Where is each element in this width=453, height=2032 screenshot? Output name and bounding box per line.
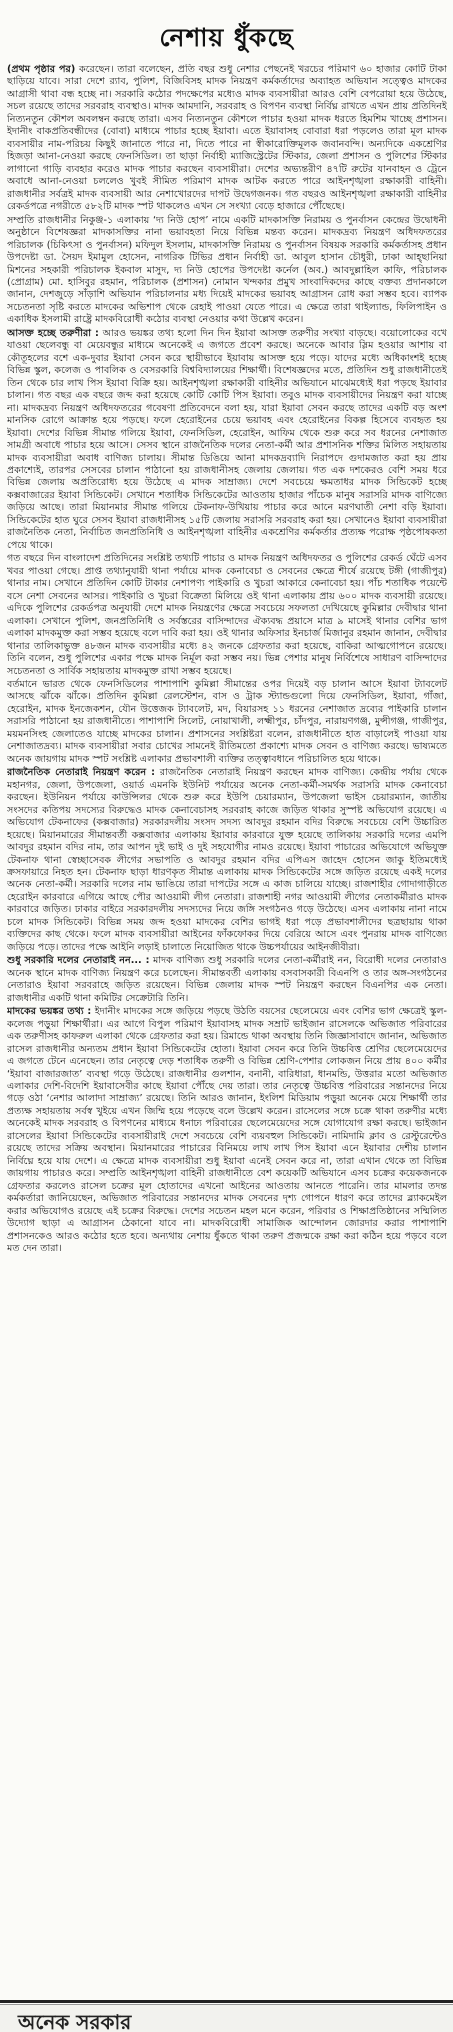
- article-body: [7, 64, 447, 1984]
- paragraph-8: [7, 1006, 447, 1255]
- paragraph-2: সম্প্রতি রাজধানীর নিকুঞ্জ-১ এলাকায় ‘দ্য নিউ হোপ’ নামে একটি মাদকাসক্তি নিরাময় ও পুনর্বাসন কেন্দ্রের উদ্বোধনী অনুষ্ঠানে বিশেষজ্ঞরা মাদকাসক্তির নানা ভয়াবহতা নিয়ে বিভিন্ন মন্তব্য করেন। মাদকদ্রব্য নিয়ন্ত্রণ অধিদফতরের পরিচালক (চিকিৎসা ও পুনর্বাসন) মফিদুল ইসলাম, মাদকাসক্তি নিরাময় ও পুনর্বাসন বিষয়ক সরকারি কর্মকর্তাসহ প্রধান উপদেষ্টা ডা. সৈয়দ ইমামুল হোসেন, নাগরিক টিভির প্রধান নির্বাহী ডা. আবুল হাসান চৌধুরী, ঢাকা আহ্ছানিয়া মিশনের সহকারী পরিচালক ইকবাল মাসুদ, দ্য নিউ হোপের উপদেষ্টা কর্নেল (অব.) আবদুল্লাহিল কাফি, পরিচালক (প্রোগ্রাম) মো. হাসিবুর রহমান, পরিচালক (প্রশাসন) নোমান খন্দকার প্রমুখ সাংবাদিকদের কাছে বক্তব্য প্রদানকালে জানান, দেশজুড়ে সাঁড়াশি অভিযান পরিচালনার মধ্য দিয়েই মাদকের ভয়াবহ আগ্রাসন রোধ করা সম্ভব হবে। ব্যাপক সচেতনতা সৃষ্টি করতে মাদকের অভিশাপ থেকে রেহাই পাওয়া যেতে পারে। এ ক্ষেত্রে তারা থাইল্যান্ড, ফিলিপাইন ও একাধিক ইসলামী রাষ্ট্রে মাদকবিরোধী কঠোর ব্যবস্থা নেওয়ার কথা উল্লেখ করেন।: [7, 214, 447, 326]
- paragraph-8-text: ইদানীং মাদকের সঙ্গে জড়িয়ে পড়ছে উঠতি বয়সের ছেলেমেয়ে এবং বেশির ভাগ ক্ষেত্রেই স্কুল-কলেজ পড়ুয়া শিক্ষার্থীরা। এর আগে বিপুল পরিমাণ ইয়াবাসহ মাদক সম্রাট ভাইজান রাসেলকে অভিজাত পরিবারের এক তরুণীসহ কাফরুল এলাকা থেকে গ্রেফতার করা হয়। রিমান্ডে থাকা অবস্থায় তিনি জিজ্ঞাসাবাদে জানান, অভিজাত রাসেল রাজধানীর অন্যতম প্রধান ইয়াবা সিন্ডিকেটের হোতা। ইয়াবা সেবন করে তিনি উচ্চবিত্ত শ্রেণির ছেলেমেয়েদের এ জগতে টেনে এনেছেন। তার নেতৃত্বে দেড় শতাধিক তরুণী ও বিভিন্ন শ্রেণি-পেশার লোকজন নিয়ে প্রায় ৪০০ কর্মীর ‘ইয়াবা বাজারজাত’ ব্যবস্থা গড়ে উঠেছে। রাজধানীর গুলশান, বনানী, বারিধারা, ধানমন্ডি, উত্তরার মতো অভিজাত এলাকার দেশি-বিদেশি ইয়াবাসেবীর কাছে ইয়াবা পৌঁছে দেয় তারা। তার নেতৃত্বে উচ্চবিত্ত পরিবারের সন্তানদের নিয়ে গড়ে ওঠা ‘নেশার আলাদা সাম্রাজ্য’ রয়েছে। তিনি আরও জানান, ইংলিশ মিডিয়াম পড়ুয়া অনেক মেয়ে শিক্ষার্থী তার প্রত্যক্ষ সহায়তায় সর্বস্ব খুইয়ে এখন জিম্মি হয়ে পড়েছে বলে উল্লেখ করেন। রাসেলের সঙ্গে চক্রে থাকা তরুণীর মধ্যে অনেকেই মাদক সরবরাহ ও বিপণনের মাধ্যমে ধনাঢ্য পরিবারের ছেলেমেয়েদের সঙ্গে যোগাযোগ রক্ষা করছে। ভাইজান রাসেলের ইয়াবা সিন্ডিকেটের ব্যবসায়ীরাই দেশে সবচেয়ে বেশি ব্যয়বহুল সিন্ডিকেট। নামিদামি ক্লাব ও রেস্টুরেন্টেও রয়েছে তাদের সক্রিয় অবস্থান। মিয়ানমারের পাচারের বিনিময়ে লাখ লাখ পিস ইয়াবা এনে ইয়াবার দেশীয় চালান নির্বিঘ্নে হয়ে যায় দেশে। এ ক্ষেত্রে মাদক ব্যবসায়ীরা শুধু ইয়াবা এনেই সেবন করে না, তারা এখান থেকে তা বিভিন্ন জায়গায় পাচারও করে। সম্প্রতি আইনশৃঙ্খলা বাহিনী রাজধানীতে বেশ কয়েকটি অভিযানে এসব চক্রের কয়েকজনকে গ্রেফতার করলেও রাসেল চক্রের মূল হোতাদের এখনো আইনের আওতায় আনতে পারেনি। তার মামলার তদন্ত কর্মকর্তারা জানিয়েছেন, অভিজাত পরিবারের সন্তানদের মাদক সেবনের দৃশ্য গোপনে ধারণ করে তাদের ব্ল্যাকমেইল করার অভিযোগও রয়েছে এই চক্রের বিরুদ্ধে। দেশের সচেতন মহল মনে করেন, পরিবার ও শিক্ষাপ্রতিষ্ঠানের সম্মিলিত উদ্যোগ ছাড়া এ আগ্রাসন ঠেকানো যাবে না। মাদকবিরোধী সামাজিক আন্দোলন জোরদার করার পাশাপাশি প্রশাসনকেও আরও কঠোর হতে হবে। অন্যথায় নেশায় ধুঁকতে থাকা তরুণ প্রজন্মকে রক্ষা করা কঠিন হয়ে পড়বে বলে মত দেন তারা।: [7, 1006, 447, 1255]
- continued-from-front-label: (প্রথম পৃষ্ঠার পর): [7, 64, 76, 75]
- subhead-girls-addicted: আসক্ত হচ্ছে তরুণীরা :: [7, 327, 99, 339]
- paragraph-7: [7, 955, 447, 1005]
- paragraph-4: গত বছরে দিন বাংলাদেশ প্রতিদিনের সংশ্লিষ্ট তথ্যটি পাচার ও মাদক নিয়ন্ত্রণ অধিদফতর ও পুলিশের রেকর্ড ঘেঁটে এসব খবর পাওয়া গেছে। প্রাপ্ত তথ্যানুযায়ী থানা পর্যায়ে মাদক কেনাবেচা ও সেবনের ক্ষেত্রে শীর্ষে রয়েছে টঙ্গী (গাজীপুর) থানার নাম। সেখানে প্রতিদিন কোটি টাকার নেশাপণ্য পাইকারি ও খুচরা আকারে কেনাবেচা হয়। পাঁচ শতাধিক পয়েন্টে বসে নেশা সেবনের আসর। পাইকারি ও খুচরা বিক্রেতা মিলিয়ে ওই থানা এলাকায় প্রায় ৬০০ মাদক ব্যবসায়ী রয়েছে। এদিকে পুলিশের রেকর্ডপত্র অনুযায়ী দেশে মাদক নিয়ন্ত্রণের ক্ষেত্রে সবচেয়ে সফলতা দেখিয়েছে কুমিল্লার দেবীদ্বার থানা এলাকা। সেখানে পুলিশ, জনপ্রতিনিধি ও সর্বস্তরের বাসিন্দাদের ঐক্যবদ্ধ প্রয়াসে মাত্র ৯ মাসেই থানার বেশির ভাগ এলাকা মাদকমুক্ত করা সম্ভব হয়েছে বলে দাবি করা হয়। ওই থানার অফিসার ইনচার্জ মিজানুর রহমান জানান, দেবীদ্বার থানার তালিকাভুক্ত ৪৮জন মাদক ব্যবসায়ীর মধ্যে ৪২ জনকে গ্রেফতার করা হয়েছে, বাকিরা আত্মগোপনে রয়েছে। তিনি বলেন, শুধু পুলিশের একার পক্ষে মাদক নির্মূল করা সম্ভব নয়। ভিন্ন পেশার মানুষ নির্বিশেষে সাধারণ বাসিন্দাদের সচেতনতা ও সার্বিক সহায়তায় মাদকমুক্ত রাখা সম্ভব হয়েছে।: [7, 553, 447, 677]
- paragraph-6-text: রাজনৈতিক নেতারাই নিয়ন্ত্রণ করছেন মাদক বাণিজ্য। কেন্দ্রীয় পর্যায় থেকে মহানগর, জেলা, উপজেলা, ওয়ার্ড এমনকি ইউনিট পর্যায়ের অনেক নেতা-কর্মী-সমর্থক সরাসরি মাদক কেনাবেচা করছেন। ইউনিয়ন পর্যায়ে কাউন্সিলর থেকে শুরু করে ইউপি চেয়ারম্যান, উপজেলা ভাইস চেয়ারম্যান, জাতীয় সংসদের কতিপয় সদস্যের বিরুদ্ধেও মাদক কেনাবেচাসহ সরবরাহ কাজে জড়িত থাকার সুস্পষ্ট অভিযোগ রয়েছে। এ অভিযোগ টেকনাফের (কক্সবাজার) সরকারদলীয় সংসদ সদস্য আবদুর রহমান বদির বিরুদ্ধে সবচেয়ে বেশি উচ্চারিত হয়েছে। মিয়ানমারের সীমান্তবর্তী কক্সবাজার এলাকায় ইয়াবার কারবারে যুক্ত হয়েছে তালিকায় সরকারি দলের এমপি আবদুর রহমান বদির নাম, তার আপন দুই ভাই ও দুই সহযোগীর নামও রয়েছে। ইয়াবা পাচারের অভিযোগে অভিযুক্ত টেকনাফ থানা স্বেচ্ছাসেবক লীগের সভাপতি ও আবদুর রহমান বদির এপিএস জাহেদ হোসেন জাকু ইতিমধ্যেই ক্রসফায়ারে নিহত হন। টেকনাফ ছাড়া ধারণকৃত সীমান্ত এলাকায় মাদক সিন্ডিকেটের সঙ্গে জড়িত রয়েছে একই দলের অনেক নেতা-কর্মী। সরকারি দলের নাম ভাঙিয়ে তারা দাপটের সঙ্গে এ কাজ চালিয়ে যাচ্ছে। রাজশাহীর গোদাগাড়ীতে হেরোইন কারবারে এগিয়ে আছে পৌর আওয়ামী লীগ নেতারা। রাজশাহী নগর আওয়ামী লীগের নেতাকর্মীরাও মাদক কারবারে জড়িত। ঢাকার বাইরে সরকারদলীয় সদস্যদের নিয়ে জঙ্গি সংগঠনও গড়ে উঠেছে। এসব এলাকায় নানা নামে চলে মাদক সিন্ডিকেট। বিভিন্ন সময় জব্দ হওয়া মাদকের বেশির ভাগই ধরা পড়ে প্রভাবশালীদের ছত্রছায়ায় থাকা ব্যক্তিদের কাছ থেকে। ফলে মাদক ব্যবসায়ীরা আইনের ফাঁকফোকর দিয়ে বেরিয়ে আসে এবং পুনরায় মাদক বাণিজ্যে জড়িয়ে পড়ে। তাদের পক্ষে আইনি লড়াই চালাতে নিয়োজিত থাকে উচ্চপর্যায়ের আইনজীবীরা।: [7, 767, 447, 953]
- paragraph-6: [7, 767, 447, 954]
- paragraph-3-text: আরও ভয়ঙ্কর তথ্য হলো দিন দিন ইয়াবা আসক্ত তরুণীর সংখ্যা বাড়ছে। বয়োলোকের বখে যাওয়া ছেলেবন্ধু বা মেয়েবন্ধুর মাধ্যমে অনেকেই এ জগতে প্রবেশ করছে। অনেকে আবার স্লিম হওয়ার আশায় বা কৌতূহলের বশে এক-দুবার ইয়াবা সেবন করে স্থায়ীভাবে ইয়াবায় আসক্ত হয়ে পড়ে। যাদের মধ্যে অধিকাংশই হচ্ছে বিভিন্ন স্কুল, কলেজ ও পাবলিক ও বেসরকারি বিশ্ববিদ্যালয়ের শিক্ষার্থী। বিশেষজ্ঞদের মতে, প্রতিদিন শুধু রাজধানীতেই তিন থেকে চার লাখ পিস ইয়াবা বিক্রি হয়। আইনশৃঙ্খলা রক্ষাকারী বাহিনীর অভিযানে মাঝেমধ্যেই ধরা পড়ছে ইয়াবার চালান। গত বছর এক বছরে জব্দ করা হয়েছে কোটি কোটি পিস ইয়াবা। তবুও মাদক ব্যবসায়ীদের নিয়ন্ত্রণ করা যাচ্ছে না। মাদকদ্রব্য নিয়ন্ত্রণ অধিদফতরের গবেষণা প্রতিবেদনে বলা হয়, যারা ইয়াবা সেবন করছে তাদের একটি বড় অংশ মানসিক রোগে আক্রান্ত হয়ে পড়ছে। ফলে হেরোইনের চেয়ে ভয়াবহ এবং হেরোইনের বিকল্প হিসেবে ব্যবহৃত হয় ইয়াবা। দেশের বিভিন্ন সীমান্ত গলিয়ে ইয়াবা, ফেনসিডিল, হেরোইন, আফিম থেকে শুরু করে সব ধরনের নেশাজাত সামগ্রী অবাধে পাচার হয়ে আসে। সেসব স্থানে রাজনৈতিক দলের নেতা-কর্মী আর প্রশাসনিক শক্তির মিলিত সহায়তায় মাদক ব্যবসায়ীরা অবাধ বাণিজ্য চালায়। সীমান্ত ডিঙিয়ে আনা মাদকদ্রব্যাদি নিরাপদে গুদামজাত করা হয় প্রায় প্রকাশ্যেই, তারপর সেসবের চালান পাঠানো হয় রাজধানীসহ জেলায় জেলায়। গত এক দশকেরও বেশি সময় ধরে বিভিন্ন জেলায় অপ্রতিরোধ্য হয়ে উঠেছে এ মাদক সাম্রাজ্য। দেশে সবচেয়ে ক্ষমতাধর মাদক সিন্ডিকেট হচ্ছে কক্সবাজারের ইয়াবা সিন্ডিকেট। সেখানে শতাধিক সিন্ডিকেটের আওতায় হাজার পাঁচেক মানুষ সরাসরি মাদক বাণিজ্যে জড়িয়ে আছে। তারা মিয়ানমার সীমান্ত গলিয়ে টেকনাফ-উখিয়ায় পাচার করে আনে মরণঘাতী নেশা বড়ি ইয়াবা। সিন্ডিকেটের হাত ঘুরে সেসব ইয়াবা রাজধানীসহ ১৫টি জেলায় সরাসরি সরবরাহ করা হয়। সেখানেও ইয়াবা ব্যবসায়ীরা রাজনৈতিক নেতা, নির্বাচিত জনপ্রতিনিধি ও আইনশৃঙ্খলা বাহিনীর একশ্রেণির কর্মকর্তার প্রত্যক্ষ পরোক্ষ পৃষ্ঠপোষকতা পেয়ে থাকে।: [7, 327, 447, 551]
- article-headline: নেশায় ধুঁকছে: [159, 23, 294, 52]
- next-article-headline: অনেক সরকার: [0, 2004, 453, 2032]
- subhead-political-leaders: রাজনৈতিক নেতারাই নিয়ন্ত্রণ করেন :: [7, 767, 156, 779]
- paragraph-5: বর্তমানে ভারত থেকে ফেনসিডিলের পাশাপাশি কুমিল্লা সীমান্তের ওপর দিয়েই বড় চালান আসে ইয়াবা ট্যাবলেট আসছে ঝাঁকে ঝাঁকে। প্রতিদিন কুমিল্লা রেলস্টেশন, বাস ও ট্রাক স্ট্যান্ডগুলো দিয়ে ফেনসিডিল, ইয়াবা, গাঁজা, হেরোইন, মাদক ইনজেকশন, যৌন উত্তেজক ট্যাবলেট, মদ, বিয়ারসহ ১১ ধরনের নেশাজাত দ্রব্যের পাইকারি চালান সরাসরি পাঠানো হয় রাজধানীতে। পাশাপাশি সিলেট, নোয়াখালী, লক্ষ্মীপুর, চাঁদপুর, নারায়ণগঞ্জ, মুন্সীগঞ্জ, গাজীপুর, ময়মনসিংহ জেলাতেও যাচ্ছে মাদকের চালান। প্রশাসনের সংশ্লিষ্টরা বলেন, রাজধানীতে হাত বাড়ালেই পাওয়া যায় নেশাজাতদ্রব্য। মাদক ব্যবসায়ীরা সবার চোখের সামনেই রীতিমতো প্রকাশ্যে মাদক সেবন ও বাণিজ্য করছে। ভাষ্যমতে অনেক জায়গায় মাদক স্পট সংশ্লিষ্ট এলাকার প্রভাবশালী ব্যক্তির তত্ত্বাবধানে পরিচালিত হয়ে থাকে।: [7, 678, 447, 765]
- paragraph-1-text: করেছেন। তারা বলেছেন, প্রতি বছর শুধু নেশার পেছনেই খরচের পরিমাণ ৬০ হাজার কোটি টাকা ছাড়িয়ে যাবে। সারা দেশে র‍্যাব, পুলিশ, বিজিবিসহ মাদক নিয়ন্ত্রণ কর্মকর্তাদের অব্যাহত অভিযান সত্ত্বেও মাদকের আগ্রাসী থাবা বন্ধ হচ্ছে না। সরকারি কঠোর পদক্ষেপের মধ্যেও মাদক ব্যবসায়ীরা আরও বেশি বেপরোয়া হয়ে উঠেছে, সচল রয়েছে তাদের সরবরাহ ব্যবস্থাও। মাদক আমদানি, সরবরাহ ও বিপণন ব্যবস্থা নির্বিঘ্ন রাখতে এখন প্রায় প্রতিদিনই নিত্যনতুন কৌশল অবলম্বন করছে তারা। এসব নিত্যনতুন কৌশলে পাচার হওয়া মাদক ধরতে হিমশিম খাচ্ছে প্রশাসন। ইদানীং বাকপ্রতিবন্ধীদের (বোবা) মাধ্যমে পাচার হচ্ছে ইয়াবা। এতে ইয়াবাসহ বোবারা ধরা পড়লেও তারা মূল মাদক ব্যবসায়ীর নাম-পরিচয় কিছুই জানাতে পারে না, দিতে পারে না স্বীকারোক্তিমূলক জবানবন্দি। অন্যদিকে একশ্রেণির হিজড়া আনা-নেওয়া করছে ফেনসিডিল। তা ছাড়া নির্বাহী ম্যাজিস্ট্রেটের স্টিকার, জেলা প্রশাসন ও পুলিশের স্টিকার লাগানো গাড়ি ব্যবহার করেও মাদক পাচার করছেন ব্যবসায়ীরা। দেশের অভ্যন্তরীণ ৪৭টি রুটের যানবাহন ও ট্রেনে অবাধে আনা-নেওয়া চললেও খুবই সীমিত পরিমাণ মাদক আটক করতে পারে আইনশৃঙ্খলা রক্ষাকারী বাহিনী। রাজধানীর সর্বত্রই মাদক ব্যবসায়ী আর নেশাখোরদের দাপট উদ্বেগজনক। গত বছরও আইনশৃঙ্খলা রক্ষাকারী বাহিনীর রেকর্ডপত্রে নগরীতে ৫৮২টি মাদক স্পট থাকলেও এখন সে সংখ্যা বেড়ে হাজারে পৌঁছেছে।: [7, 64, 447, 213]
- paragraph-7-text: মাদক বাণিজ্য শুধু সরকারি দলের নেতা-কর্মীরাই নন, বিরোধী দলের নেতারাও অনেক স্থানে মাদক বাণিজ্য নিয়ন্ত্রণ করে চলেছেন। সীমান্তবর্তী এলাকায় বসবাসকারী বিএনপি ও তার অঙ্গ-সংগঠনের নেতারাও ইয়াবা সরবরাহে জড়িত রয়েছেন। বিভিন্ন জেলায় মাদক স্পট নিয়ন্ত্রণ করছেন বিএনপির এক নেতা। রাজধানীর একটি থানা কমিটির সেক্রেটারি তিনি।: [7, 955, 447, 1004]
- paragraph-1: [7, 64, 447, 214]
- paragraph-3: [7, 328, 447, 552]
- subhead-not-only-ruling-party: শুধু সরকারি দলের নেতারাই নন... :: [7, 955, 150, 967]
- section-divider: [0, 2000, 453, 2003]
- subhead-dreadful-facts: মাদকের ভয়ঙ্কর তথ্য :: [7, 1006, 92, 1018]
